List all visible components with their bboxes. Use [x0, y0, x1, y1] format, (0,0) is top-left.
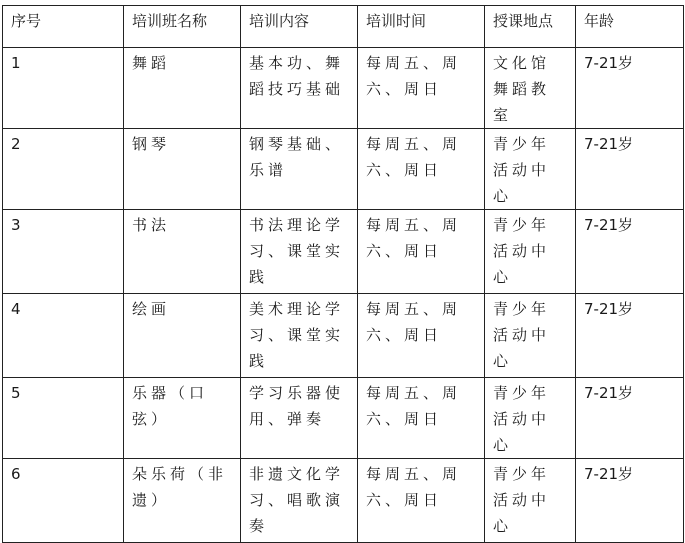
cell-serial: 3 [3, 210, 124, 294]
cell-time: 每周五、周六、周日 [358, 378, 485, 459]
cell-class-name: 舞蹈 [124, 48, 241, 129]
cell-time: 每周五、周六、周日 [358, 129, 485, 210]
header-place: 授课地点 [485, 6, 576, 48]
cell-class-name: 朵乐荷（非遗） [124, 459, 241, 543]
cell-age: 7-21岁 [576, 210, 684, 294]
table-row [3, 48, 684, 129]
cell-age: 7-21岁 [576, 129, 684, 210]
training-class-table [2, 5, 684, 543]
cell-age: 7-21岁 [576, 378, 684, 459]
cell-class-name: 绘画 [124, 294, 241, 378]
table-row [3, 378, 684, 459]
cell-age: 7-21岁 [576, 459, 684, 543]
cell-place: 青少年活动中心 [485, 294, 576, 378]
cell-class-name: 书法 [124, 210, 241, 294]
cell-time: 每周五、周六、周日 [358, 294, 485, 378]
cell-content: 钢琴基础、乐谱 [241, 129, 358, 210]
cell-time: 每周五、周六、周日 [358, 459, 485, 543]
cell-serial: 2 [3, 129, 124, 210]
cell-serial: 1 [3, 48, 124, 129]
header-serial: 序号 [3, 6, 124, 48]
header-content: 培训内容 [241, 6, 358, 48]
cell-content: 书法理论学习、课堂实践 [241, 210, 358, 294]
table-row [3, 294, 684, 378]
cell-content: 美术理论学习、课堂实践 [241, 294, 358, 378]
cell-place: 青少年活动中心 [485, 378, 576, 459]
cell-content: 学习乐器使用、弹奏 [241, 378, 358, 459]
cell-content: 非遗文化学习、唱歌演奏 [241, 459, 358, 543]
cell-serial: 6 [3, 459, 124, 543]
header-class-name: 培训班名称 [124, 6, 241, 48]
cell-place: 青少年活动中心 [485, 129, 576, 210]
cell-place: 文化馆舞蹈教室 [485, 48, 576, 129]
cell-age: 7-21岁 [576, 294, 684, 378]
header-time: 培训时间 [358, 6, 485, 48]
table-header-row [3, 6, 684, 48]
cell-age: 7-21岁 [576, 48, 684, 129]
table-row [3, 129, 684, 210]
table-row [3, 459, 684, 543]
table-row [3, 210, 684, 294]
cell-serial: 4 [3, 294, 124, 378]
cell-time: 每周五、周六、周日 [358, 210, 485, 294]
cell-place: 青少年活动中心 [485, 210, 576, 294]
cell-place: 青少年活动中心 [485, 459, 576, 543]
header-age: 年龄 [576, 6, 684, 48]
cell-class-name: 钢琴 [124, 129, 241, 210]
cell-content: 基本功、舞蹈技巧基础 [241, 48, 358, 129]
cell-class-name: 乐器（口弦） [124, 378, 241, 459]
cell-serial: 5 [3, 378, 124, 459]
cell-time: 每周五、周六、周日 [358, 48, 485, 129]
